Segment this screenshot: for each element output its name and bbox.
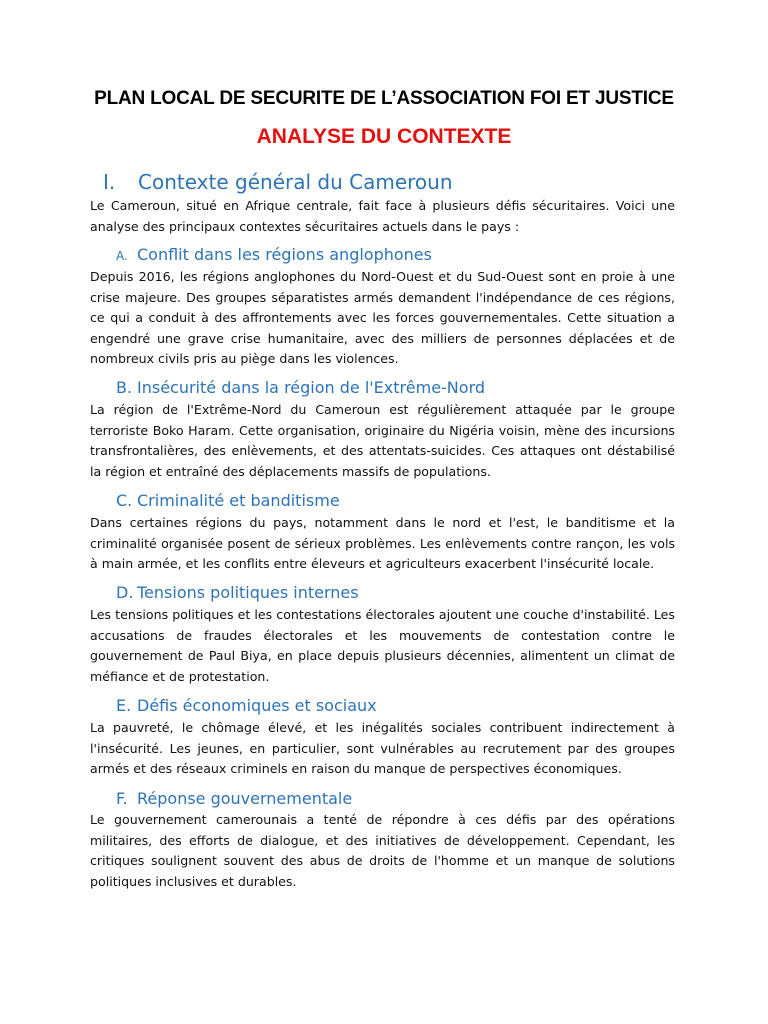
subsection-letter: C. — [116, 491, 133, 510]
document-subtitle: ANALYSE DU CONTEXTE — [256, 125, 512, 148]
subsection-letter: F. — [116, 789, 128, 808]
subsection-text-e: La pauvreté, le chômage élevé, et les inégalités sociales contribuent indirectement à l'insécurité. Les jeunes, en particulier, sont vulnérables au recrutement par des groupes armés et des réseaux criminels en raison du manque de perspectives économiques. — [90, 720, 675, 777]
subsection-heading-text: Insécurité dans la région de l'Extrême-Nord — [137, 378, 486, 397]
subsection-heading-text: Défis économiques et sociaux — [137, 696, 377, 715]
subsection-letter: A. — [116, 249, 128, 263]
subsection-text-c: Dans certaines régions du pays, notamment dans le nord et l'est, le banditisme et la criminalité organisée posent de sérieux problèmes. Les enlèvements contre rançon, les vols à main armée, et les conflits entre éleveurs et agriculteurs exacerbent l'insécurité locale. — [90, 515, 675, 572]
subsection-heading-e — [116, 696, 377, 715]
subsection-text-a: Depuis 2016, les régions anglophones du Nord-Ouest et du Sud-Ouest sont en proie à une crise majeure. Des groupes séparatistes armés demandent l'indépendance de ces régions, ce qui a conduit à des affrontements avec les forces gouvernementales. Cette situation a engendré une grave crise humanitaire, avec des milliers de personnes déplacées et de nombreux civils pris au piège dans les violences. — [90, 269, 675, 367]
section-number: I. — [103, 170, 116, 194]
subsection-letter: D. — [116, 583, 134, 602]
subsection-heading-f — [116, 789, 352, 808]
subsection-heading-text: Criminalité et banditisme — [137, 491, 340, 510]
section-heading-text: Contexte général du Cameroun — [138, 170, 453, 194]
subsection-letter: B. — [116, 378, 133, 397]
subsection-heading-b — [116, 378, 485, 397]
section-heading — [103, 170, 453, 194]
subsection-heading-text: Réponse gouvernementale — [137, 789, 353, 808]
subsection-text-b: La région de l'Extrême-Nord du Cameroun est régulièrement attaquée par le groupe terroriste Boko Haram. Cette organisation, originaire du Nigéria voisin, mène des incursions transfrontalières, des enlèvements, et des attentats-suicides. Ces attaques ont déstabilisé la région et entraîné des déplacements massifs de populations. — [90, 402, 675, 479]
subsection-heading-c — [116, 491, 340, 510]
subsection-heading-d — [116, 583, 359, 602]
subsection-text-f: Le gouvernement camerounais a tenté de répondre à ces défis par des opérations militaires, des efforts de dialogue, et des initiatives de développement. Cependant, les critiques soulignent souvent des abus de droits de l'homme et un manque de solutions politiques inclusives et durables. — [90, 812, 675, 889]
subsection-heading-text: Conflit dans les régions anglophones — [137, 245, 432, 264]
document-title: PLAN LOCAL DE SECURITE DE L’ASSOCIATION FOI ET JUSTICE — [94, 88, 674, 109]
subsection-text-d: Les tensions politiques et les contestations électorales ajoutent une couche d'instabilité. Les accusations de fraudes électorales et les mouvements de contestation contre le gouvernement de Paul Biya, en place depuis plusieurs décennies, alimentent un climat de méfiance et de protestation. — [90, 607, 675, 684]
subsection-heading-text: Tensions politiques internes — [137, 583, 359, 602]
subsection-heading-a — [116, 245, 432, 264]
subsection-letter: E. — [116, 696, 132, 715]
section-intro: Le Cameroun, situé en Afrique centrale, fait face à plusieurs défis sécuritaires. Voici une analyse des principaux contextes sécuritaires actuels dans le pays : — [90, 198, 675, 234]
